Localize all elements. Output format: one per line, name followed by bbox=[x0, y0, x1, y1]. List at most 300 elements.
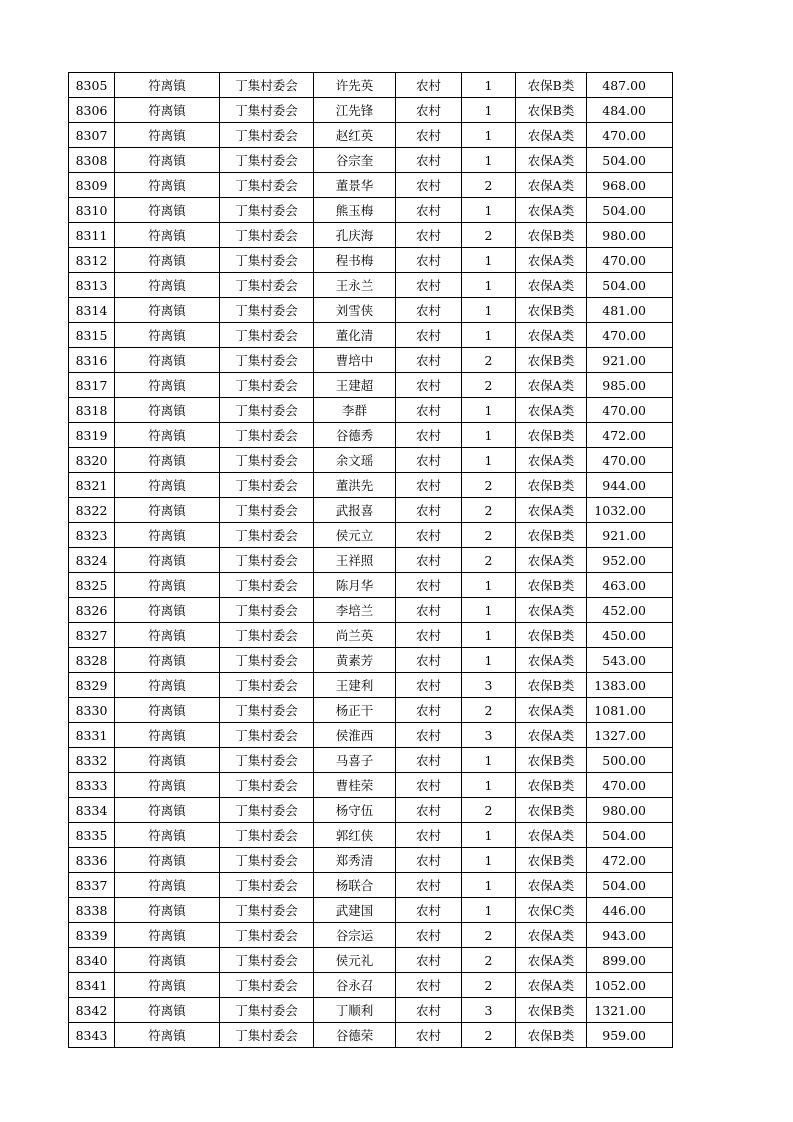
table-row bbox=[69, 498, 673, 523]
cell-area-type: 农村 bbox=[396, 673, 462, 698]
cell-town: 符离镇 bbox=[115, 623, 220, 648]
cell-area-type: 农村 bbox=[396, 548, 462, 573]
cell-town: 符离镇 bbox=[115, 873, 220, 898]
cell-village: 丁集村委会 bbox=[220, 148, 314, 173]
cell-category: 农保A类 bbox=[516, 948, 587, 973]
cell-village: 丁集村委会 bbox=[220, 348, 314, 373]
cell-village: 丁集村委会 bbox=[220, 573, 314, 598]
cell-name: 孔庆海 bbox=[314, 223, 396, 248]
cell-count: 1 bbox=[462, 198, 516, 223]
table-row bbox=[69, 373, 673, 398]
cell-seq: 8325 bbox=[69, 573, 115, 598]
cell-seq: 8324 bbox=[69, 548, 115, 573]
cell-category: 农保A类 bbox=[516, 723, 587, 748]
cell-village: 丁集村委会 bbox=[220, 623, 314, 648]
table-row bbox=[69, 848, 673, 873]
cell-village: 丁集村委会 bbox=[220, 823, 314, 848]
cell-name: 黄素芳 bbox=[314, 648, 396, 673]
cell-category: 农保B类 bbox=[516, 98, 587, 123]
cell-amount: 481.00 bbox=[587, 298, 673, 323]
cell-town: 符离镇 bbox=[115, 673, 220, 698]
cell-area-type: 农村 bbox=[396, 298, 462, 323]
cell-amount: 484.00 bbox=[587, 98, 673, 123]
cell-count: 2 bbox=[462, 698, 516, 723]
cell-seq: 8310 bbox=[69, 198, 115, 223]
table-row bbox=[69, 548, 673, 573]
cell-name: 熊玉梅 bbox=[314, 198, 396, 223]
cell-category: 农保A类 bbox=[516, 498, 587, 523]
cell-amount: 446.00 bbox=[587, 898, 673, 923]
cell-seq: 8305 bbox=[69, 73, 115, 98]
table-row bbox=[69, 573, 673, 598]
cell-seq: 8337 bbox=[69, 873, 115, 898]
cell-count: 2 bbox=[462, 948, 516, 973]
table-row bbox=[69, 123, 673, 148]
cell-seq: 8327 bbox=[69, 623, 115, 648]
table-row bbox=[69, 623, 673, 648]
cell-amount: 450.00 bbox=[587, 623, 673, 648]
cell-village: 丁集村委会 bbox=[220, 1023, 314, 1048]
cell-category: 农保B类 bbox=[516, 623, 587, 648]
cell-amount: 968.00 bbox=[587, 173, 673, 198]
cell-area-type: 农村 bbox=[396, 723, 462, 748]
cell-seq: 8307 bbox=[69, 123, 115, 148]
cell-area-type: 农村 bbox=[396, 223, 462, 248]
cell-amount: 1032.00 bbox=[587, 498, 673, 523]
cell-village: 丁集村委会 bbox=[220, 923, 314, 948]
cell-category: 农保A类 bbox=[516, 698, 587, 723]
table-body bbox=[69, 73, 673, 1048]
cell-name: 李群 bbox=[314, 398, 396, 423]
cell-count: 2 bbox=[462, 523, 516, 548]
cell-area-type: 农村 bbox=[396, 73, 462, 98]
table-row bbox=[69, 148, 673, 173]
cell-town: 符离镇 bbox=[115, 598, 220, 623]
table-row bbox=[69, 723, 673, 748]
table-row bbox=[69, 423, 673, 448]
cell-amount: 504.00 bbox=[587, 148, 673, 173]
cell-seq: 8316 bbox=[69, 348, 115, 373]
cell-village: 丁集村委会 bbox=[220, 723, 314, 748]
cell-village: 丁集村委会 bbox=[220, 973, 314, 998]
cell-name: 王祥照 bbox=[314, 548, 396, 573]
cell-town: 符离镇 bbox=[115, 148, 220, 173]
cell-count: 2 bbox=[462, 348, 516, 373]
cell-town: 符离镇 bbox=[115, 123, 220, 148]
table-row bbox=[69, 323, 673, 348]
cell-town: 符离镇 bbox=[115, 1023, 220, 1048]
cell-town: 符离镇 bbox=[115, 448, 220, 473]
cell-town: 符离镇 bbox=[115, 523, 220, 548]
cell-count: 2 bbox=[462, 923, 516, 948]
cell-amount: 470.00 bbox=[587, 448, 673, 473]
cell-count: 1 bbox=[462, 248, 516, 273]
cell-count: 1 bbox=[462, 98, 516, 123]
cell-area-type: 农村 bbox=[396, 148, 462, 173]
table-row bbox=[69, 823, 673, 848]
cell-town: 符离镇 bbox=[115, 398, 220, 423]
cell-amount: 504.00 bbox=[587, 198, 673, 223]
cell-seq: 8318 bbox=[69, 398, 115, 423]
cell-name: 郭红侠 bbox=[314, 823, 396, 848]
table-row bbox=[69, 898, 673, 923]
cell-seq: 8322 bbox=[69, 498, 115, 523]
cell-town: 符离镇 bbox=[115, 773, 220, 798]
cell-name: 马喜子 bbox=[314, 748, 396, 773]
cell-category: 农保B类 bbox=[516, 998, 587, 1023]
cell-area-type: 农村 bbox=[396, 323, 462, 348]
cell-area-type: 农村 bbox=[396, 523, 462, 548]
cell-seq: 8313 bbox=[69, 273, 115, 298]
table-row bbox=[69, 298, 673, 323]
table-row bbox=[69, 273, 673, 298]
cell-count: 3 bbox=[462, 998, 516, 1023]
cell-name: 董洪先 bbox=[314, 473, 396, 498]
cell-area-type: 农村 bbox=[396, 698, 462, 723]
cell-amount: 943.00 bbox=[587, 923, 673, 948]
cell-amount: 504.00 bbox=[587, 823, 673, 848]
cell-name: 侯元礼 bbox=[314, 948, 396, 973]
cell-count: 1 bbox=[462, 323, 516, 348]
cell-count: 2 bbox=[462, 498, 516, 523]
cell-village: 丁集村委会 bbox=[220, 873, 314, 898]
cell-area-type: 农村 bbox=[396, 873, 462, 898]
cell-village: 丁集村委会 bbox=[220, 548, 314, 573]
cell-town: 符离镇 bbox=[115, 373, 220, 398]
cell-count: 2 bbox=[462, 373, 516, 398]
table-row bbox=[69, 348, 673, 373]
cell-town: 符离镇 bbox=[115, 73, 220, 98]
table-row bbox=[69, 198, 673, 223]
cell-count: 3 bbox=[462, 673, 516, 698]
cell-count: 1 bbox=[462, 298, 516, 323]
cell-town: 符离镇 bbox=[115, 648, 220, 673]
cell-seq: 8338 bbox=[69, 898, 115, 923]
cell-village: 丁集村委会 bbox=[220, 848, 314, 873]
cell-category: 农保A类 bbox=[516, 548, 587, 573]
cell-category: 农保B类 bbox=[516, 848, 587, 873]
cell-name: 谷宗运 bbox=[314, 923, 396, 948]
table-row bbox=[69, 598, 673, 623]
cell-seq: 8332 bbox=[69, 748, 115, 773]
cell-area-type: 农村 bbox=[396, 848, 462, 873]
cell-category: 农保B类 bbox=[516, 573, 587, 598]
cell-amount: 470.00 bbox=[587, 398, 673, 423]
cell-town: 符离镇 bbox=[115, 323, 220, 348]
cell-town: 符离镇 bbox=[115, 923, 220, 948]
cell-count: 1 bbox=[462, 773, 516, 798]
cell-village: 丁集村委会 bbox=[220, 473, 314, 498]
cell-seq: 8339 bbox=[69, 923, 115, 948]
cell-count: 1 bbox=[462, 73, 516, 98]
cell-name: 杨守伍 bbox=[314, 798, 396, 823]
cell-amount: 980.00 bbox=[587, 223, 673, 248]
cell-count: 1 bbox=[462, 898, 516, 923]
cell-category: 农保B类 bbox=[516, 773, 587, 798]
cell-category: 农保B类 bbox=[516, 798, 587, 823]
cell-amount: 899.00 bbox=[587, 948, 673, 973]
cell-village: 丁集村委会 bbox=[220, 173, 314, 198]
cell-count: 1 bbox=[462, 573, 516, 598]
cell-area-type: 农村 bbox=[396, 173, 462, 198]
cell-seq: 8314 bbox=[69, 298, 115, 323]
cell-name: 尚兰英 bbox=[314, 623, 396, 648]
cell-town: 符离镇 bbox=[115, 173, 220, 198]
table-row bbox=[69, 73, 673, 98]
table-row bbox=[69, 1023, 673, 1048]
cell-village: 丁集村委会 bbox=[220, 698, 314, 723]
cell-count: 1 bbox=[462, 873, 516, 898]
table-row bbox=[69, 773, 673, 798]
cell-town: 符离镇 bbox=[115, 573, 220, 598]
cell-area-type: 农村 bbox=[396, 973, 462, 998]
cell-name: 谷宗奎 bbox=[314, 148, 396, 173]
cell-area-type: 农村 bbox=[396, 948, 462, 973]
cell-category: 农保A类 bbox=[516, 273, 587, 298]
cell-village: 丁集村委会 bbox=[220, 498, 314, 523]
cell-village: 丁集村委会 bbox=[220, 748, 314, 773]
cell-area-type: 农村 bbox=[396, 448, 462, 473]
cell-area-type: 农村 bbox=[396, 1023, 462, 1048]
cell-name: 谷永召 bbox=[314, 973, 396, 998]
cell-village: 丁集村委会 bbox=[220, 373, 314, 398]
cell-village: 丁集村委会 bbox=[220, 248, 314, 273]
table-row bbox=[69, 973, 673, 998]
table-row bbox=[69, 748, 673, 773]
cell-town: 符离镇 bbox=[115, 273, 220, 298]
cell-area-type: 农村 bbox=[396, 598, 462, 623]
cell-area-type: 农村 bbox=[396, 498, 462, 523]
cell-village: 丁集村委会 bbox=[220, 123, 314, 148]
cell-town: 符离镇 bbox=[115, 973, 220, 998]
cell-name: 武建国 bbox=[314, 898, 396, 923]
cell-count: 1 bbox=[462, 448, 516, 473]
cell-village: 丁集村委会 bbox=[220, 448, 314, 473]
cell-seq: 8315 bbox=[69, 323, 115, 348]
cell-town: 符离镇 bbox=[115, 423, 220, 448]
cell-name: 余文瑶 bbox=[314, 448, 396, 473]
cell-village: 丁集村委会 bbox=[220, 323, 314, 348]
cell-count: 1 bbox=[462, 273, 516, 298]
cell-town: 符离镇 bbox=[115, 248, 220, 273]
cell-amount: 921.00 bbox=[587, 523, 673, 548]
table-row bbox=[69, 648, 673, 673]
cell-area-type: 农村 bbox=[396, 623, 462, 648]
cell-category: 农保B类 bbox=[516, 223, 587, 248]
cell-category: 农保A类 bbox=[516, 148, 587, 173]
cell-name: 杨联合 bbox=[314, 873, 396, 898]
table-row bbox=[69, 698, 673, 723]
cell-category: 农保C类 bbox=[516, 898, 587, 923]
cell-village: 丁集村委会 bbox=[220, 398, 314, 423]
cell-village: 丁集村委会 bbox=[220, 998, 314, 1023]
cell-amount: 504.00 bbox=[587, 873, 673, 898]
cell-category: 农保A类 bbox=[516, 398, 587, 423]
cell-amount: 980.00 bbox=[587, 798, 673, 823]
table-row bbox=[69, 873, 673, 898]
cell-name: 董化清 bbox=[314, 323, 396, 348]
table-row bbox=[69, 98, 673, 123]
cell-category: 农保B类 bbox=[516, 523, 587, 548]
cell-town: 符离镇 bbox=[115, 698, 220, 723]
cell-area-type: 农村 bbox=[396, 748, 462, 773]
cell-count: 2 bbox=[462, 548, 516, 573]
table-row bbox=[69, 923, 673, 948]
cell-name: 谷德荣 bbox=[314, 1023, 396, 1048]
table-row bbox=[69, 948, 673, 973]
cell-town: 符离镇 bbox=[115, 498, 220, 523]
cell-amount: 452.00 bbox=[587, 598, 673, 623]
cell-village: 丁集村委会 bbox=[220, 798, 314, 823]
cell-town: 符离镇 bbox=[115, 548, 220, 573]
cell-category: 农保A类 bbox=[516, 448, 587, 473]
cell-name: 武报喜 bbox=[314, 498, 396, 523]
cell-town: 符离镇 bbox=[115, 798, 220, 823]
cell-category: 农保B类 bbox=[516, 73, 587, 98]
cell-seq: 8330 bbox=[69, 698, 115, 723]
cell-seq: 8320 bbox=[69, 448, 115, 473]
cell-count: 1 bbox=[462, 148, 516, 173]
cell-amount: 500.00 bbox=[587, 748, 673, 773]
cell-area-type: 农村 bbox=[396, 898, 462, 923]
cell-category: 农保A类 bbox=[516, 248, 587, 273]
cell-area-type: 农村 bbox=[396, 423, 462, 448]
cell-name: 谷德秀 bbox=[314, 423, 396, 448]
cell-name: 程书梅 bbox=[314, 248, 396, 273]
cell-town: 符离镇 bbox=[115, 723, 220, 748]
cell-category: 农保B类 bbox=[516, 423, 587, 448]
cell-amount: 472.00 bbox=[587, 848, 673, 873]
cell-name: 赵红英 bbox=[314, 123, 396, 148]
cell-name: 曹桂荣 bbox=[314, 773, 396, 798]
cell-amount: 470.00 bbox=[587, 773, 673, 798]
table-row bbox=[69, 523, 673, 548]
cell-amount: 1327.00 bbox=[587, 723, 673, 748]
cell-seq: 8336 bbox=[69, 848, 115, 873]
cell-name: 董景华 bbox=[314, 173, 396, 198]
cell-seq: 8334 bbox=[69, 798, 115, 823]
cell-count: 1 bbox=[462, 648, 516, 673]
cell-town: 符离镇 bbox=[115, 848, 220, 873]
cell-count: 1 bbox=[462, 848, 516, 873]
cell-amount: 1052.00 bbox=[587, 973, 673, 998]
cell-amount: 921.00 bbox=[587, 348, 673, 373]
cell-town: 符离镇 bbox=[115, 223, 220, 248]
cell-category: 农保A类 bbox=[516, 323, 587, 348]
cell-area-type: 农村 bbox=[396, 823, 462, 848]
cell-amount: 470.00 bbox=[587, 323, 673, 348]
cell-amount: 472.00 bbox=[587, 423, 673, 448]
cell-village: 丁集村委会 bbox=[220, 223, 314, 248]
table-row bbox=[69, 473, 673, 498]
cell-name: 李培兰 bbox=[314, 598, 396, 623]
cell-name: 许先英 bbox=[314, 73, 396, 98]
cell-amount: 470.00 bbox=[587, 123, 673, 148]
cell-seq: 8309 bbox=[69, 173, 115, 198]
cell-name: 杨正干 bbox=[314, 698, 396, 723]
cell-category: 农保A类 bbox=[516, 973, 587, 998]
cell-village: 丁集村委会 bbox=[220, 523, 314, 548]
cell-area-type: 农村 bbox=[396, 198, 462, 223]
cell-amount: 959.00 bbox=[587, 1023, 673, 1048]
cell-category: 农保A类 bbox=[516, 123, 587, 148]
cell-area-type: 农村 bbox=[396, 123, 462, 148]
table-row bbox=[69, 448, 673, 473]
cell-category: 农保B类 bbox=[516, 473, 587, 498]
cell-count: 1 bbox=[462, 423, 516, 448]
cell-town: 符离镇 bbox=[115, 298, 220, 323]
cell-amount: 487.00 bbox=[587, 73, 673, 98]
cell-area-type: 农村 bbox=[396, 398, 462, 423]
cell-category: 农保A类 bbox=[516, 173, 587, 198]
cell-town: 符离镇 bbox=[115, 98, 220, 123]
cell-seq: 8329 bbox=[69, 673, 115, 698]
cell-amount: 985.00 bbox=[587, 373, 673, 398]
cell-town: 符离镇 bbox=[115, 348, 220, 373]
cell-name: 王建超 bbox=[314, 373, 396, 398]
cell-name: 丁顺利 bbox=[314, 998, 396, 1023]
cell-amount: 543.00 bbox=[587, 648, 673, 673]
cell-amount: 1321.00 bbox=[587, 998, 673, 1023]
cell-town: 符离镇 bbox=[115, 948, 220, 973]
cell-town: 符离镇 bbox=[115, 898, 220, 923]
cell-seq: 8333 bbox=[69, 773, 115, 798]
cell-seq: 8323 bbox=[69, 523, 115, 548]
cell-count: 2 bbox=[462, 223, 516, 248]
cell-count: 1 bbox=[462, 748, 516, 773]
table-row bbox=[69, 173, 673, 198]
cell-area-type: 农村 bbox=[396, 798, 462, 823]
cell-amount: 944.00 bbox=[587, 473, 673, 498]
cell-village: 丁集村委会 bbox=[220, 198, 314, 223]
cell-name: 郑秀清 bbox=[314, 848, 396, 873]
cell-village: 丁集村委会 bbox=[220, 98, 314, 123]
cell-count: 2 bbox=[462, 1023, 516, 1048]
cell-village: 丁集村委会 bbox=[220, 948, 314, 973]
cell-village: 丁集村委会 bbox=[220, 73, 314, 98]
cell-seq: 8340 bbox=[69, 948, 115, 973]
cell-village: 丁集村委会 bbox=[220, 273, 314, 298]
data-table bbox=[68, 72, 673, 1048]
cell-area-type: 农村 bbox=[396, 648, 462, 673]
cell-count: 3 bbox=[462, 723, 516, 748]
table-row bbox=[69, 798, 673, 823]
cell-seq: 8308 bbox=[69, 148, 115, 173]
cell-area-type: 农村 bbox=[396, 573, 462, 598]
cell-amount: 504.00 bbox=[587, 273, 673, 298]
cell-category: 农保A类 bbox=[516, 373, 587, 398]
cell-village: 丁集村委会 bbox=[220, 598, 314, 623]
cell-count: 1 bbox=[462, 623, 516, 648]
cell-seq: 8343 bbox=[69, 1023, 115, 1048]
cell-amount: 463.00 bbox=[587, 573, 673, 598]
cell-seq: 8326 bbox=[69, 598, 115, 623]
table-row bbox=[69, 998, 673, 1023]
cell-town: 符离镇 bbox=[115, 748, 220, 773]
cell-amount: 952.00 bbox=[587, 548, 673, 573]
cell-count: 2 bbox=[462, 973, 516, 998]
cell-count: 1 bbox=[462, 123, 516, 148]
cell-village: 丁集村委会 bbox=[220, 298, 314, 323]
cell-seq: 8328 bbox=[69, 648, 115, 673]
cell-category: 农保A类 bbox=[516, 873, 587, 898]
cell-seq: 8321 bbox=[69, 473, 115, 498]
cell-category: 农保A类 bbox=[516, 823, 587, 848]
cell-category: 农保B类 bbox=[516, 673, 587, 698]
table-row bbox=[69, 673, 673, 698]
cell-village: 丁集村委会 bbox=[220, 423, 314, 448]
cell-seq: 8341 bbox=[69, 973, 115, 998]
